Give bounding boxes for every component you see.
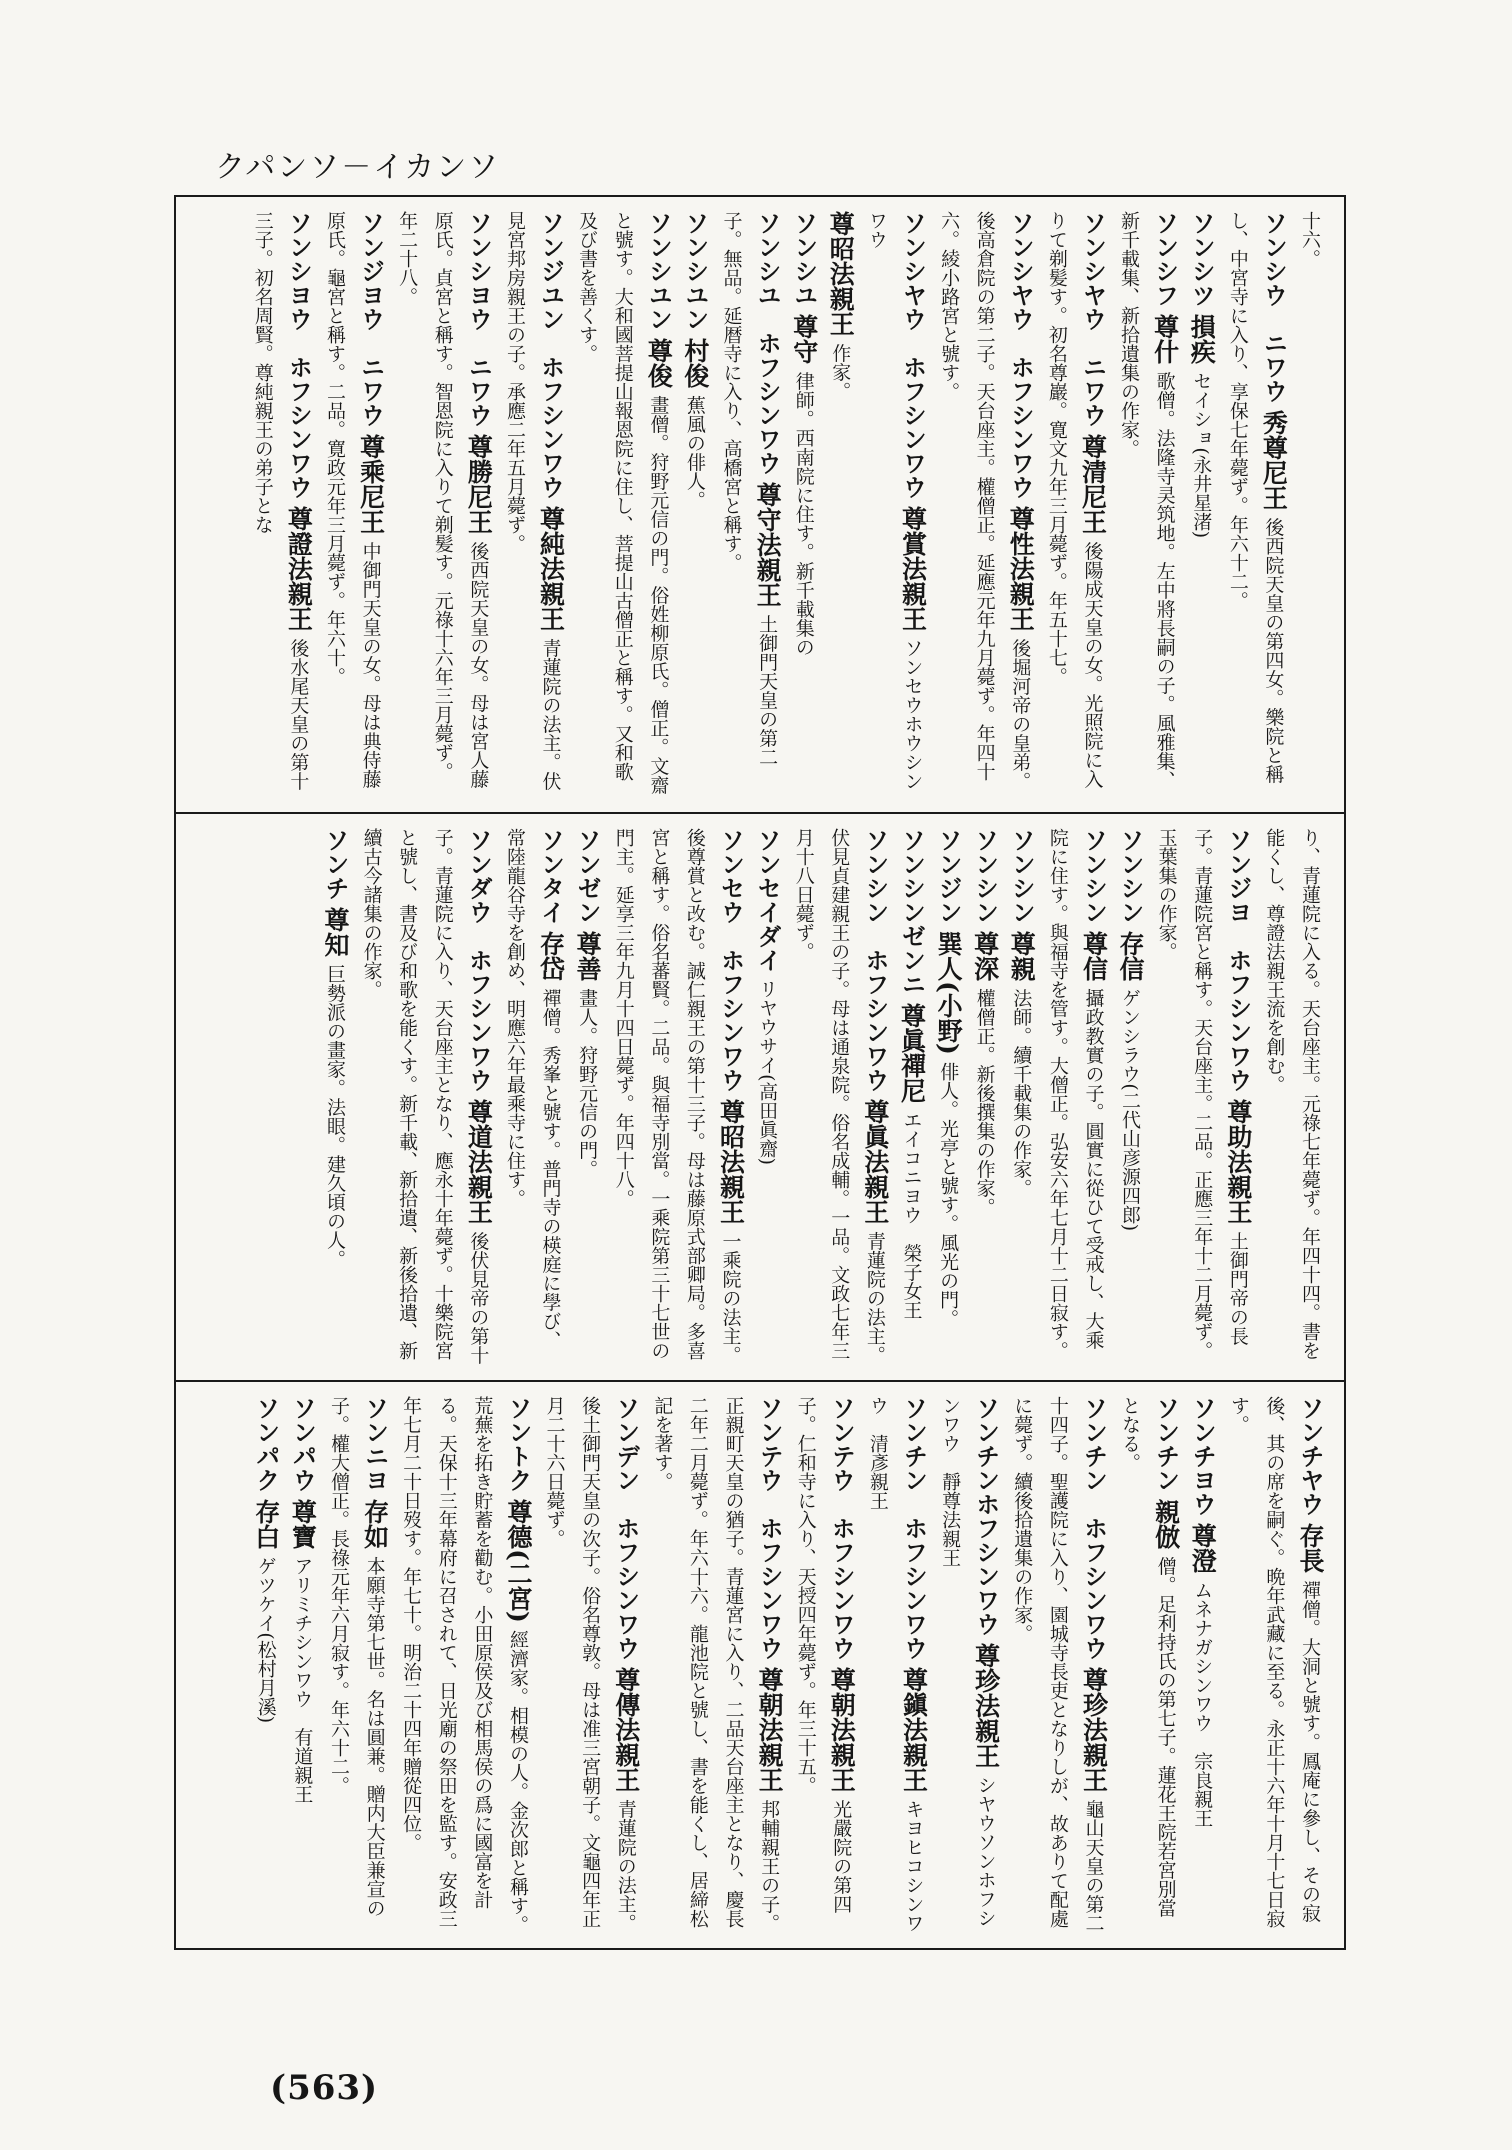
entry-text: 僧。足利持氏の第七子。蓮花王院若宮別當となる。	[1119, 1396, 1177, 1918]
entry-reading: ソンニヨ	[360, 1396, 389, 1492]
dictionary-entry	[1110, 211, 1182, 798]
entry-text: 蕉風の俳人。	[683, 395, 706, 510]
entry-headword: 尊善	[573, 931, 603, 982]
column-top	[192, 211, 1328, 798]
dictionary-entry	[1038, 211, 1110, 798]
entry-reading: ソンジヨウ ニワウ	[356, 211, 385, 427]
entry-headword: 存岱	[536, 931, 566, 982]
entry-headword: 尊什	[1150, 314, 1180, 365]
entry-text: 後西院天皇の第四女。樂院と稱し、中宮寺に入り、享保七年薨ず。年六十二。	[1226, 211, 1285, 784]
entry-reading: ソンシユ	[789, 211, 818, 307]
dictionary-entry	[676, 211, 713, 798]
entry-headword: 尊道法親王	[464, 1099, 494, 1225]
entry-reading: ソンダウ ホフシンワウ	[464, 828, 493, 1092]
entry-text: 經濟家。相模の人。金次郎と稱す。荒蕪を拓き貯蓄を勸む。小田原侯及び相馬侯の爲に國富を計る。天保十三年幕府に召されて、日光廟の祭田を監す。安政三年七月二十日歿す。年七十。明治二十四年贈從四位。	[400, 1396, 529, 1934]
entry-headword: 尊眞禪尼	[897, 1003, 927, 1104]
dictionary-entry	[785, 211, 822, 798]
entry-text: エイコニヨウ 榮子女王	[900, 1110, 923, 1320]
entry-text: 作家。	[829, 343, 852, 401]
entry-reading: ソンチン	[1151, 1396, 1180, 1492]
entry-reading: ソンチヨウ	[1188, 1396, 1217, 1516]
entry-headword: 巽人(小野)	[934, 931, 964, 1055]
entry-text: ソンセウホウシンワウ	[865, 211, 924, 791]
entry-headword: 尊珍法親王	[1079, 1667, 1109, 1793]
entry-text: 禪僧。大洞と號す。鳳庵に參し、その寂後、其の席を嗣ぐ。晩年武藏に至る。永正十六年十月十七日寂す。	[1227, 1396, 1321, 1928]
dictionary-entry	[496, 211, 568, 798]
dictionary-entry	[1004, 1396, 1112, 1934]
dictionary-entry	[785, 828, 893, 1366]
entry-reading: ソンシヤウ ホフシンワウ	[1006, 211, 1035, 499]
dictionary-entry	[713, 211, 785, 798]
entry-headword: 尊賞法親王	[898, 506, 928, 632]
entry-reading: ソンデン ホフシンワウ	[611, 1396, 640, 1660]
band-top	[176, 197, 1344, 814]
entry-headword: 尊昭法親王	[716, 1099, 746, 1225]
entry-headword: 尊親	[1007, 931, 1037, 982]
entry-headword: 尊助法親王	[1223, 1099, 1253, 1225]
entry-headword: 尊知	[320, 907, 350, 958]
entry-text: 權僧正。新後撰集の作家。	[973, 988, 996, 1217]
entry-reading: ソンシウ ニワウ	[1259, 211, 1288, 403]
entry-text: 後西院天皇の女。母は宮人藤原氏。貞宮と稱す。智恩院に入りて剃髪す。元祿十六年三月薨ず。年二十八。	[396, 211, 490, 789]
entry-reading: ソンシン	[1007, 828, 1036, 924]
entry-reading: ソンテウ ホフシンワウ	[755, 1396, 784, 1660]
entry-text: 後堀河帝の皇弟。後高倉院の第二子。天台座主。權僧正。延應元年九月薨ず。年四十六。綾小路宮と號す。	[938, 211, 1032, 791]
column-bottom	[192, 1396, 1328, 1934]
entry-text: シヤウソンホフシンワウ 靜尊法親王	[939, 1396, 997, 1928]
entry-headword: 損疾	[1187, 314, 1217, 365]
entry-text: 邦輔親王の子。正親町天皇の猶子。青蓮宮に入り、二品天台座主となり、慶長二年二月薨ず。年六十六。龍池院と號し、書を能くし、居締松記を著す。	[651, 1396, 781, 1933]
page-number: (563)	[270, 2068, 379, 2108]
entry-headword: 尊清尼王	[1078, 434, 1108, 535]
dictionary-entry	[822, 211, 859, 798]
entry-text: 巨勢派の畫家。法眼。建久頃の人。	[323, 964, 346, 1269]
band-middle	[176, 814, 1344, 1382]
entry-headword: 尊昭法親王	[826, 211, 856, 336]
entry-reading: ソンシユ ホフシンワウ	[753, 211, 782, 475]
entry-headword: 尊守	[789, 314, 819, 365]
dictionary-entry	[1219, 211, 1291, 798]
dictionary-entry	[244, 211, 316, 798]
entry-text: 俳人。光亭と號す。風光の門。	[937, 1061, 960, 1328]
dictionary-entry	[893, 828, 930, 1366]
entry-reading: ソンシヤウ ニワウ	[1078, 211, 1107, 427]
entry-text: 土御門帝の長子。青蓮院宮と稱す。天台座主。二品。正應三年十二月薨ず。玉葉集の作家。	[1155, 828, 1249, 1360]
entry-reading: ソンシン	[1116, 828, 1145, 924]
dictionary-entry	[536, 1396, 644, 1934]
entry-headword: 存長	[1296, 1523, 1325, 1574]
entry-reading: ソンシン	[1079, 828, 1108, 924]
entry-headword: 尊珍法親王	[971, 1643, 1001, 1769]
text-frame	[174, 195, 1346, 1950]
dictionary-entry	[1003, 828, 1040, 1366]
dictionary-entry	[1039, 828, 1111, 1366]
entry-text: り、青蓮院に入る。天台座主。元祿七年薨ず。年四十四。書を能くし、尊證法親王流を創む。	[1263, 828, 1321, 1360]
dictionary-entry	[1184, 1396, 1221, 1934]
dictionary-entry	[1111, 828, 1148, 1366]
dictionary-entry	[1183, 211, 1220, 798]
entry-text: セイショ(永井星渚)	[1190, 371, 1213, 539]
entry-reading: ソンテウ ホフシンワウ	[827, 1396, 856, 1660]
entry-reading: ソンジヨ ホフシンワウ	[1223, 828, 1252, 1092]
entry-reading: ソンシンゼンニ	[897, 828, 926, 996]
dictionary-entry	[247, 1396, 284, 1934]
entry-reading: ソンゼン	[573, 828, 602, 924]
entry-headword: 存白	[251, 1499, 281, 1550]
entry-text: ムネナガシンワウ 宗良親王	[1191, 1580, 1214, 1828]
dictionary-entry	[644, 1396, 787, 1934]
entry-headword: 親倣	[1151, 1499, 1181, 1550]
running-title: ソンカイ－ソンパク	[215, 150, 501, 185]
entry-reading: ソンシン	[970, 828, 999, 924]
entry-text: 後伏見帝の第十子。青蓮院に入り、天台座主となり、應永十年薨ず。十樂院宮と號し、書及び和歌を能くす。新千載、新拾遺、新後拾遺、新續古今諸集の作家。	[360, 828, 490, 1365]
dictionary-entry	[858, 211, 930, 798]
entry-headword: 尊鎭法親王	[899, 1667, 929, 1793]
entry-text: 歌僧。法隆寺㚑筑地。左中將長嗣の子。風雅集、新千載集、新拾遺集の作家。	[1118, 211, 1176, 790]
dictionary-entry	[569, 828, 606, 1366]
entry-headword: 尊傳法親王	[611, 1667, 641, 1793]
dictionary-entry	[859, 1396, 931, 1934]
dictionary-entry	[966, 828, 1003, 1366]
dictionary-entry	[1111, 1396, 1183, 1934]
entry-reading: ソントク	[503, 1396, 532, 1492]
dictionary-entry	[316, 211, 388, 798]
entry-reading: ソンジユン ホフシンワウ	[536, 211, 565, 499]
dictionary-entry	[1148, 828, 1256, 1366]
entry-text: キヨヒコシンワウ 清彥親王	[866, 1396, 925, 1933]
entry-headword: 村俊	[680, 338, 710, 389]
entry-text: 青蓮院の法主。伏見宮邦房親王の子。承應二年五月薨ず。	[503, 211, 562, 791]
entry-text: 本願寺第七世。名は圓兼。贈内大臣兼宣の子。權大僧正。長祿元年六月寂す。年六十二。	[327, 1396, 386, 1918]
entry-text: 後陽成天皇の女。光照院に入りて剃髪す。初名尊巖。寛文九年三月薨ず。年五十七。	[1045, 211, 1104, 789]
entry-reading: ソンセイダイ	[753, 828, 782, 972]
entry-headword: 尊深	[970, 931, 1000, 982]
dictionary-entry	[353, 828, 496, 1366]
entry-reading: ソンシユン	[644, 211, 673, 331]
entry-headword: 尊寶	[288, 1499, 318, 1550]
entry-text: 法師。續千載集の作家。	[1010, 988, 1033, 1198]
entry-text: アリミチシンワウ 有道親王	[291, 1556, 314, 1804]
entry-text: 後水尾天皇の第十三子。初名周賢。尊純親王の弟子とな	[251, 211, 310, 791]
entry-reading: ソンセウ ホフシンワウ	[716, 828, 745, 1092]
entry-reading: ソンチン ホフシンワウ	[899, 1396, 928, 1660]
entry-headword: 尊勝尼王	[464, 434, 494, 535]
dictionary-entry	[393, 1396, 536, 1934]
entry-headword: 尊守法親王	[753, 482, 783, 608]
entry-text: 光嚴院の第四子。仁和寺に入り、天授四年薨ず。年三十五。	[794, 1396, 853, 1914]
entry-headword: 尊證法親王	[284, 506, 314, 632]
entry-reading: ソンチンホフシンワウ	[971, 1396, 1000, 1636]
entry-headword: 尊俊	[644, 338, 674, 389]
dictionary-entry	[1256, 828, 1328, 1366]
entry-reading: ソンシヨウ ニワウ	[464, 211, 493, 427]
dictionary-entry	[389, 211, 497, 798]
entry-text: リヤウサイ(高田眞齋)	[756, 979, 779, 1165]
entry-headword: 存信	[1116, 931, 1146, 982]
entry-text: 土御門天皇の第二子。無品。延暦寺に入り、高橋宮と稱す。	[720, 211, 779, 767]
entry-text: ゲンシラウ(二代山彦源四郎)	[1119, 988, 1142, 1232]
entry-reading: ソンパウ	[288, 1396, 317, 1492]
entry-reading: ソンシフ	[1150, 211, 1179, 307]
entry-headword: 尊性法親王	[1006, 506, 1036, 632]
entry-reading: ソンシヤウ ホフシンワウ	[898, 211, 927, 499]
entry-reading: ソンシユン	[680, 211, 709, 331]
entry-headword: 尊朝法親王	[827, 1667, 857, 1793]
entry-text: 畫人。狩野元信の門。	[576, 988, 599, 1179]
entry-reading: ソンタイ	[536, 828, 565, 924]
entry-headword: 尊純法親王	[536, 506, 566, 632]
dictionary-entry	[284, 1396, 321, 1934]
entry-headword: 秀尊尼王	[1259, 410, 1289, 511]
entry-headword: 尊德(二宮)	[503, 1499, 533, 1623]
dictionary-entry	[605, 828, 748, 1366]
entry-text: ゲツケイ(松村月溪)	[254, 1556, 277, 1724]
entry-headword: 尊澄	[1188, 1523, 1218, 1574]
entry-text: 攝政教實の子。圓實に從ひて受戒し、大乘院に住す。與福寺を管す。大僧正。弘安六年七月十二日寂す。	[1046, 828, 1105, 1360]
dictionary-entry	[316, 828, 353, 1366]
entry-text: 十六。	[1299, 211, 1321, 268]
entry-headword: 存如	[360, 1499, 390, 1550]
entry-text: 中御門天皇の女。母は典侍藤原氏。龜宮と稱す。二品。寛政元年三月薨ず。年六十。	[323, 211, 382, 789]
entry-headword: 尊眞法親王	[860, 1099, 890, 1225]
entry-reading: ソンジン	[934, 828, 963, 924]
entry-text: 青蓮院の法主。伏見貞建親王の子。母は通泉院。俗名成輔。一品。文政七年三月十八日薨ず。	[792, 828, 886, 1365]
entry-text: 畫僧。狩野元信の門。俗姓柳原氏。僧正。文齋と號す。大和國菩提山報恩院に住し、菩提山古僧正と稱す。又和歌及び書を善くす。	[576, 211, 670, 795]
entry-reading: ソンシツ	[1187, 211, 1216, 307]
dictionary-entry	[569, 211, 677, 798]
dictionary-entry	[1220, 1396, 1328, 1934]
dictionary-entry	[1291, 211, 1328, 798]
dictionary-entry	[320, 1396, 392, 1934]
entry-reading: ソンパク	[251, 1396, 280, 1492]
entry-headword: 尊朝法親王	[755, 1667, 785, 1793]
dictionary-entry	[749, 828, 786, 1366]
entry-text: 禪僧。秀峯と號す。普門寺の楧庭に學び、常陸龍谷寺を創め、明應六年最乘寺に住す。	[503, 828, 562, 1350]
entry-text: 一乘院の法主。後尊賞と改む。誠仁親王の第十三子。母は藤原式部卿局。多喜宮と稱す。俗名蕃賢。二品。與福寺別當。一乘院第三十七世の門主。延享三年九月十四日薨ず。年四十八。	[612, 828, 742, 1365]
entry-reading: ソンチン ホフシンワウ	[1079, 1396, 1108, 1660]
dictionary-entry	[930, 211, 1038, 798]
entry-text: 律師。西南院に住す。新千載集の	[792, 371, 815, 657]
entry-headword: 尊乘尼王	[356, 434, 386, 535]
entry-reading: ソンチ	[320, 828, 349, 900]
entry-reading: ソンシン ホフシンワウ	[860, 828, 889, 1092]
dictionary-entry	[496, 828, 568, 1366]
dictionary-entry	[931, 1396, 1003, 1934]
entry-reading: ソンシヨウ ホフシンワウ	[284, 211, 313, 499]
band-bottom	[176, 1382, 1344, 1948]
column-middle	[192, 828, 1328, 1366]
dictionary-entry	[929, 828, 966, 1366]
entry-reading: ソンチヤウ	[1296, 1396, 1324, 1516]
entry-headword: 尊信	[1079, 931, 1109, 982]
entry-text: 青蓮院の法主。後土御門天皇の次子。俗名尊敦。母は准三宮朝子。文龜四年正月二十六日薨ず。	[543, 1396, 637, 1933]
dictionary-entry	[787, 1396, 859, 1934]
entry-text: 龜山天皇の第二十四子。聖護院に入り、園城寺長吏となりしが、故ありて配處に薨ず。續後拾遺集の作家。	[1011, 1396, 1105, 1933]
